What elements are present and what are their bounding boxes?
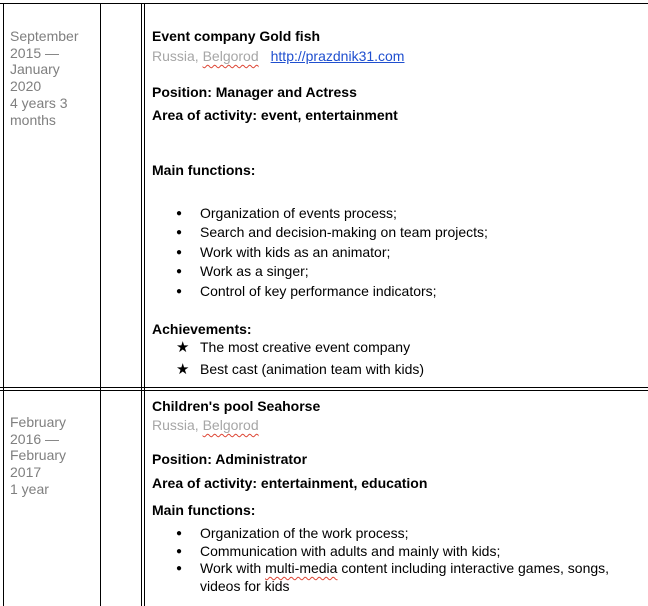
date-line: 4 years 3	[10, 94, 68, 111]
list-item: ● Control of key performance indicators;	[176, 282, 636, 301]
company-name: Children's pool Seahorse	[152, 398, 321, 414]
row-divider	[0, 390, 648, 391]
entry-date	[10, 414, 98, 498]
functions-list	[176, 204, 636, 301]
date-line: February	[10, 414, 67, 430]
functions-heading: Main functions:	[152, 162, 256, 178]
list-item: ● Search and decision-making on team projects;	[176, 223, 636, 242]
date-line: February	[10, 447, 67, 464]
date-line: 2017	[10, 464, 42, 481]
country-label: Russia,	[152, 417, 203, 433]
row-divider	[0, 387, 648, 388]
country-label: Russia,	[152, 48, 203, 64]
table-left-border	[3, 3, 4, 606]
website-link[interactable]: http://prazdnik31.com	[270, 48, 405, 64]
achievement-text: The most creative event company	[200, 339, 411, 355]
date-line: 2015 —	[10, 44, 60, 61]
star-icon: ★	[176, 339, 190, 356]
date-line: January	[10, 61, 60, 78]
city-label: Belgorod	[202, 417, 259, 433]
list-item: ● Communication with adults and mainly with kids;	[176, 543, 636, 561]
achievements-list	[176, 337, 636, 380]
column-divider	[100, 3, 101, 606]
company-location	[152, 47, 642, 65]
achievement-item	[176, 359, 636, 381]
position-heading: Position: Manager and Actress	[152, 84, 357, 100]
star-icon: ★	[176, 360, 190, 378]
position-heading: Position: Administrator	[152, 451, 308, 467]
column-divider	[144, 3, 145, 606]
date-line: 2016 —	[10, 430, 60, 447]
functions-heading: Main functions:	[152, 502, 256, 518]
city-label: Belgorod	[202, 48, 259, 64]
achievement-text: Best cast (animation team with kids)	[200, 360, 425, 377]
company-name: Event company Gold fish	[152, 28, 321, 44]
functions-list	[176, 525, 636, 595]
list-item: ● Organization of events process;	[176, 204, 636, 223]
area-heading: Area of activity: event, entertainment	[152, 107, 398, 123]
date-line: 2020	[10, 78, 42, 95]
achievement-item	[176, 337, 636, 359]
area-heading: Area of activity: entertainment, education	[152, 475, 428, 491]
entry-header	[152, 27, 642, 65]
date-line: 1 year	[10, 480, 49, 497]
list-item-text: multi-media	[265, 560, 338, 576]
date-line: months	[10, 111, 56, 128]
list-item-text: Work with	[200, 560, 266, 576]
date-line: September	[10, 28, 79, 44]
list-item	[176, 560, 636, 595]
list-item: ● Work as a singer;	[176, 262, 636, 281]
list-item-text: content including interactive games, songs, videos for kids	[200, 560, 610, 594]
entry-date	[10, 28, 98, 128]
list-item: ● Work with kids as an animator;	[176, 243, 636, 262]
achievements-heading: Achievements:	[152, 321, 252, 337]
company-location	[152, 416, 642, 434]
table-top-border	[0, 3, 648, 4]
entry-header	[152, 397, 642, 434]
list-item: ● Organization of the work process;	[176, 525, 636, 543]
column-divider	[141, 3, 142, 606]
